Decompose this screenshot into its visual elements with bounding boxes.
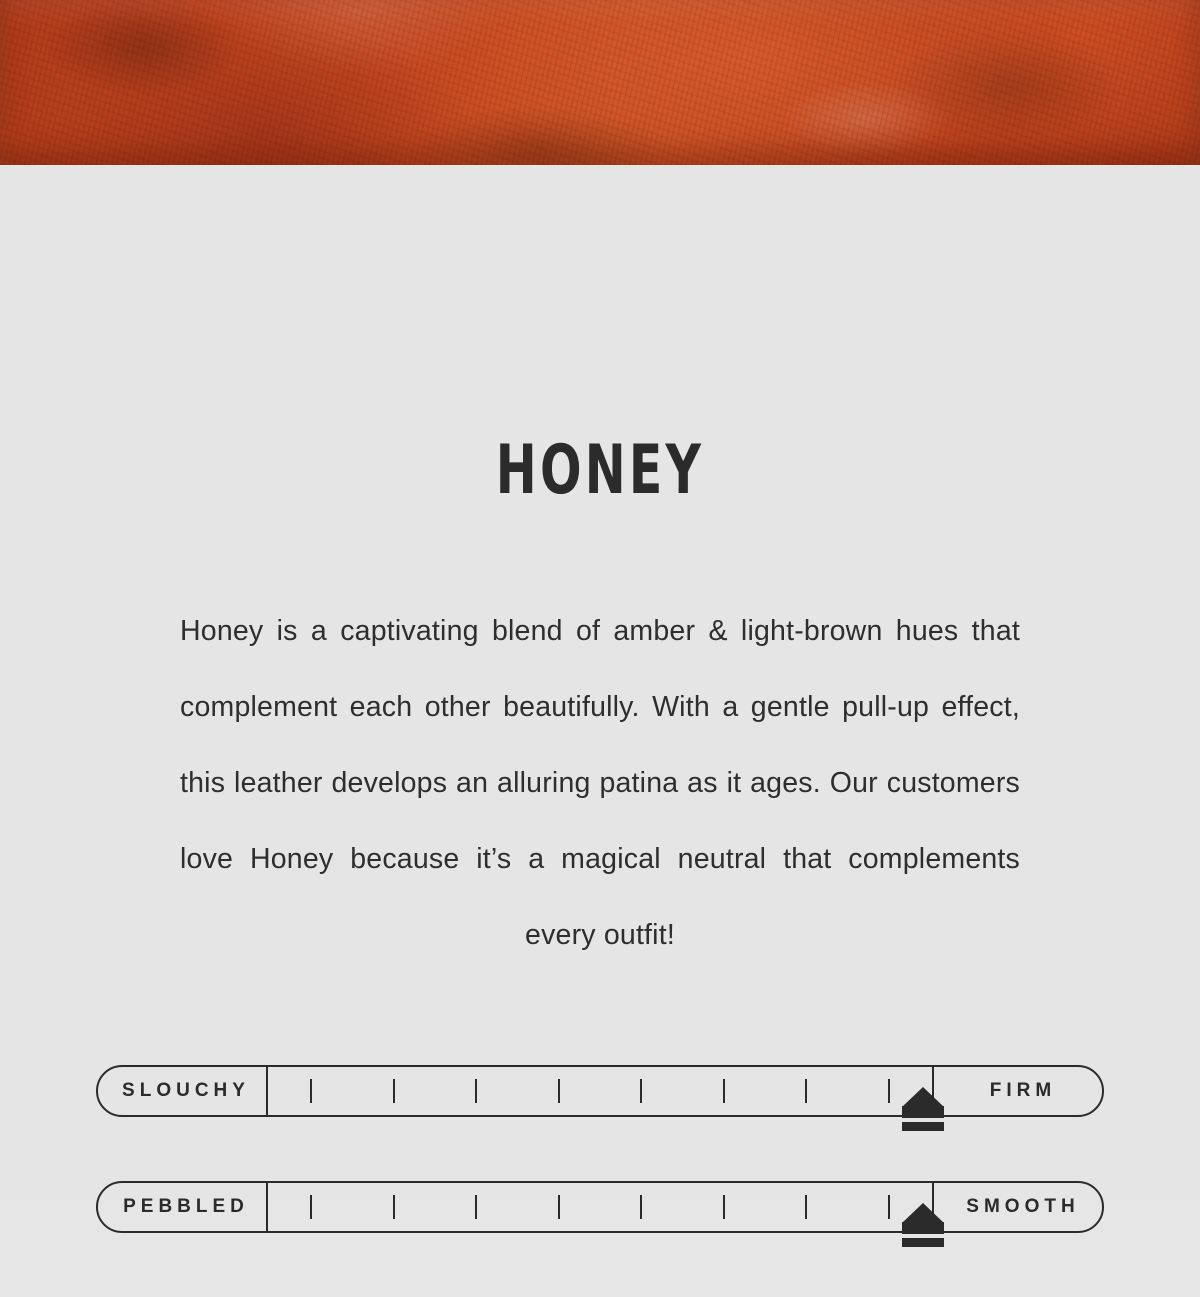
tick-mark (723, 1079, 725, 1103)
attribute-sliders (96, 1065, 1104, 1297)
slider-firmness[interactable] (96, 1065, 1104, 1117)
tick-mark (310, 1195, 312, 1219)
marker-point-icon (902, 1203, 944, 1223)
tick-mark (310, 1079, 312, 1103)
marker-body (902, 1106, 944, 1118)
slider-texture[interactable] (96, 1181, 1104, 1233)
slider-ticks (268, 1065, 932, 1117)
tick-mark (888, 1195, 890, 1219)
slider-ticks (268, 1181, 932, 1233)
tick-mark (640, 1079, 642, 1103)
leather-description: Honey is a captivating blend of amber & light-brown hues that complement each other beautifully. With a gentle pull-up effect, this leather develops an alluring patina as it ages. Our customers love Honey because it’s a magical neutral that complements every outfit! (180, 615, 1020, 951)
slider-marker-texture[interactable] (902, 1203, 944, 1251)
tick-mark (393, 1195, 395, 1219)
tick-mark (723, 1195, 725, 1219)
tick-mark (475, 1195, 477, 1219)
tick-mark (393, 1079, 395, 1103)
card-content (0, 165, 1200, 1217)
tick-mark (805, 1195, 807, 1219)
leather-swatch-image (0, 0, 1200, 165)
marker-base (902, 1122, 944, 1131)
slider-left-label: SLOUCHY (96, 1065, 268, 1117)
slider-left-label: PEBBLED (96, 1181, 268, 1233)
tick-mark (888, 1079, 890, 1103)
slider-right-label: SMOOTH (932, 1181, 1104, 1233)
tick-mark (558, 1079, 560, 1103)
page-title: HONEY (495, 431, 705, 510)
slider-right-label: FIRM (932, 1065, 1104, 1117)
tick-mark (475, 1079, 477, 1103)
swatch-vignette (0, 0, 1200, 165)
tick-mark (805, 1079, 807, 1103)
tick-mark (640, 1195, 642, 1219)
tick-mark (558, 1195, 560, 1219)
slider-marker-firmness[interactable] (902, 1087, 944, 1135)
marker-body (902, 1222, 944, 1234)
marker-point-icon (902, 1087, 944, 1107)
marker-base (902, 1238, 944, 1247)
